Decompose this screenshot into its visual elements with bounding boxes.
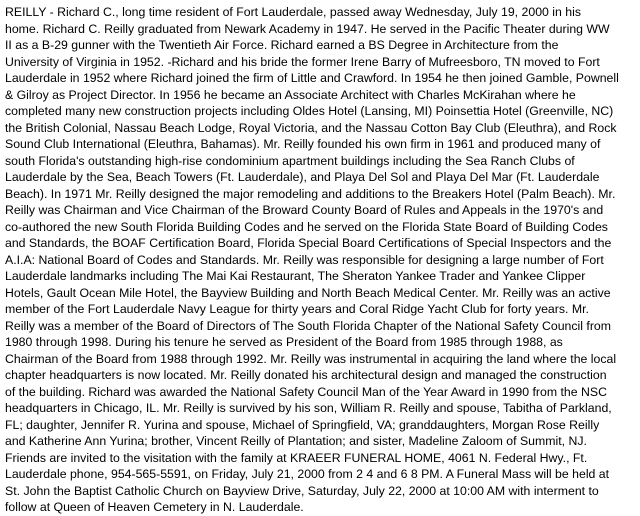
text-line: Sound Club International (Eleuthra, Bahamas). Mr. Reilly founded his own firm in 1961 and produced many of xyxy=(5,137,601,151)
text-line: University of Virginia in 1952. -Richard and his bride the former Irene Barry of Mufreesboro, TN moved to Fort xyxy=(5,54,600,69)
text-line: Hotels, Gault Ocean Mile Hotel, the Bayview Building and North Beach Medical Center. Mr. Reilly was an active xyxy=(5,285,611,300)
text-line: St. John the Baptist Catholic Church on Bayview Drive, Saturday, July 22, 2000 at 10:00 AM with interment to xyxy=(5,483,599,498)
text-line: Lauderdale landmarks including The Mai Kai Restaurant, The Sheraton Yankee Trader and Yankee Clipper xyxy=(5,269,586,283)
text-line: south Florida's outstanding high-rise condominium apartment buildings including the Sea Ranch Clubs of xyxy=(5,153,575,168)
obituary-text xyxy=(5,4,635,516)
text-line: and Katherine Ann Yurina; brother, Vincent Reilly of Plantation; and sister, Madeline Zaloom of Summit, NJ. xyxy=(5,434,587,448)
text-line: Reilly was a member of the Board of Directors of The South Florida Chapter of the National Safety Council from xyxy=(5,318,612,333)
text-line: Beach). In 1971 Mr. Reilly designed the major remodeling and additions to the Breakers Hotel (Palm Beach). Mr. xyxy=(5,186,616,201)
text-line: co-authored the new South Florida Building Codes and he served on the Florida State Board of Building Codes xyxy=(5,219,608,234)
text-line: follow at Queen of Heaven Cemetery in N. Lauderdale. xyxy=(5,500,304,514)
text-line: home. Richard C. Reilly graduated from Newark Academy in 1947. He served in the Pacific Theater during WW xyxy=(5,21,610,36)
text-line: Lauderdale in 1952 where Richard joined the firm of Little and Crawford. In 1954 he then joined Gamble, Pownell xyxy=(5,71,619,85)
text-line: FL; daughter, Jennifer R. Yurina and spouse, Michael of Springfield, VA; granddaughters, Morgan Rose Reilly xyxy=(5,417,600,432)
text-line: and Standards, the BOAF Certification Board, Florida Special Board Certifications of Special Inspectors and the xyxy=(5,236,612,250)
text-line: Lauderdale by the Sea, Beach Towers (Ft. Lauderdale), and Playa Del Sol and Playa Del Mar (Ft. Lauderdale xyxy=(5,170,600,184)
text-line: II as a B-29 gunner with the Twentieth Air Force. Richard earned a BS Degree in Architecture from the xyxy=(5,38,559,52)
text-line: the British Colonial, Nassau Beach Lodge, Royal Victoria, and the Nassau Cotton Bay Club (Eleuthra), and Rock xyxy=(5,120,617,135)
text-line: A.I.A: National Board of Codes and Standards. Mr. Reilly was responsible for designing a large number of Fort xyxy=(5,252,604,267)
text-line: & Gilroy as Project Director. In 1956 he became an Associate Architect with Charles McKirahan where he xyxy=(5,87,576,102)
text-line: completed many new construction projects including Oldes Hotel (Lansing, MI) Poinsettia Hotel (Greenville, NC) xyxy=(5,104,614,118)
text-line: REILLY - Richard C., long time resident of Fort Lauderdale, passed away Wednesday, July 19, 2000 in his xyxy=(5,5,581,19)
text-line: 1980 through 1998. During his tenure he served as President of the Board from 1985 through 1988, as xyxy=(5,335,563,349)
text-line: Friends are invited to the visitation with the family at KRAEER FUNERAL HOME, 4061 N. Federal Hwy., Ft. xyxy=(5,450,588,465)
text-line: headquarters in Chicago, IL. Mr. Reilly is survived by his son, William R. Reilly and spouse, Tabitha of Parkland, xyxy=(5,401,612,415)
text-line: chapter headquarters is now located. Mr. Reilly donated his architectural design and managed the construction xyxy=(5,368,607,382)
text-line: Lauderdale phone, 954-565-5591, on Friday, July 21, 2000 from 2 4 and 6 8 PM. A Funeral Mass will be held at xyxy=(5,467,610,481)
text-line: of the building. Richard was awarded the National Safety Council Man of the Year Award in 1990 from the NSC xyxy=(5,384,607,399)
text-line: member of the Fort Lauderdale Navy League for thirty years and Coral Ridge Yacht Club for forty years. Mr. xyxy=(5,302,589,316)
text-line: Chairman of the Board from 1988 through 1992. Mr. Reilly was instrumental in acquiring the land where the local xyxy=(5,351,617,366)
text-line: Reilly was Chairman and Vice Chairman of the Broward County Board of Rules and Appeals in the 1970's and xyxy=(5,203,604,217)
